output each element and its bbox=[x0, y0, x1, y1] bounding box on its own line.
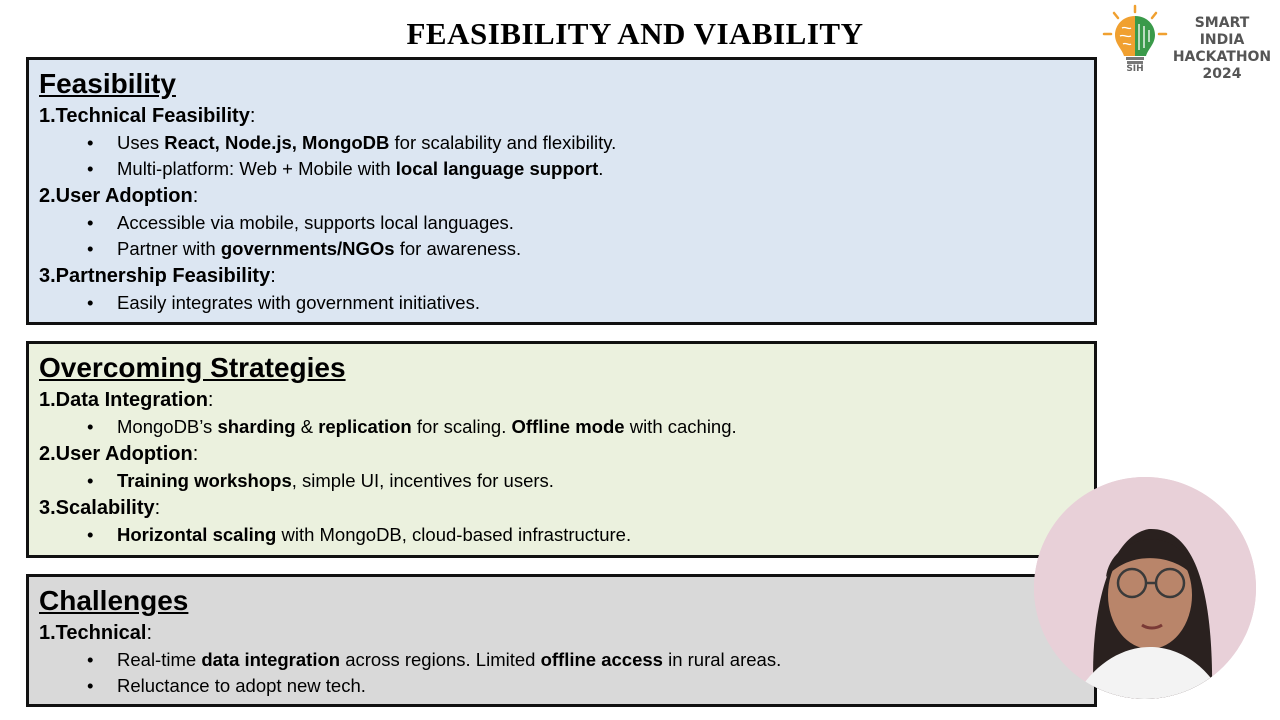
data-integration-heading bbox=[39, 386, 1084, 414]
partnership-feasibility-list bbox=[39, 290, 1084, 316]
section-label: 2.User Adoption bbox=[39, 443, 193, 465]
item-text: , simple UI, incentives for users. bbox=[291, 470, 554, 491]
technical-feasibility-list bbox=[39, 130, 1084, 182]
section-colon: : bbox=[146, 622, 153, 644]
item-bold: governments/NGOs bbox=[220, 238, 395, 259]
list-item bbox=[39, 468, 1084, 494]
item-text: . bbox=[598, 158, 604, 179]
logo-line-2: HACKATHON bbox=[1172, 49, 1272, 65]
item-text: Easily integrates with government initiatives. bbox=[117, 292, 480, 313]
section-label: 1.Technical bbox=[39, 622, 147, 644]
bullet: • bbox=[87, 675, 94, 696]
item-bold: replication bbox=[318, 416, 412, 437]
logo-badge: SIH bbox=[1126, 64, 1144, 74]
list-item bbox=[39, 156, 1084, 182]
section-label: 1.Technical Feasibility bbox=[39, 105, 250, 127]
item-text: for scaling. bbox=[411, 416, 512, 437]
technical-challenges-heading bbox=[39, 619, 1084, 647]
list-item bbox=[39, 236, 1084, 262]
feasibility-heading: Feasibility bbox=[39, 68, 176, 99]
section-colon: : bbox=[192, 185, 199, 207]
item-bold: local language support bbox=[395, 158, 599, 179]
item-text: Multi-platform: Web + Mobile with bbox=[117, 158, 396, 179]
user-adoption-strategy-list bbox=[39, 468, 1084, 494]
logo-line-1: SMART INDIA bbox=[1194, 15, 1250, 48]
section-colon: : bbox=[270, 265, 276, 287]
bullet: • bbox=[87, 649, 94, 670]
item-bold: data integration bbox=[201, 649, 341, 670]
section-label: 1.Data Integration bbox=[39, 389, 208, 411]
item-text: Uses bbox=[117, 132, 165, 153]
presenter-video bbox=[1034, 477, 1256, 699]
challenges-box bbox=[26, 574, 1097, 707]
logo-line-3: 2024 bbox=[1202, 66, 1242, 82]
item-text: across regions. Limited bbox=[340, 649, 541, 670]
scalability-list bbox=[39, 522, 1084, 548]
bullet: • bbox=[87, 132, 94, 153]
item-text: & bbox=[295, 416, 319, 437]
section-label: 3.Partnership Feasibility bbox=[39, 265, 271, 287]
list-item bbox=[39, 647, 1084, 673]
list-item bbox=[39, 290, 1084, 316]
item-bold: Horizontal scaling bbox=[117, 524, 277, 545]
bullet: • bbox=[87, 238, 94, 259]
item-text: Reluctance to adopt new tech. bbox=[117, 675, 366, 696]
item-bold: offline access bbox=[540, 649, 663, 670]
partnership-feasibility-heading bbox=[39, 262, 1084, 290]
item-text: MongoDB’s bbox=[117, 416, 218, 437]
user-adoption-heading bbox=[39, 182, 1084, 210]
strategies-heading: Overcoming Strategies bbox=[39, 352, 346, 383]
item-text: with caching. bbox=[624, 416, 737, 437]
list-item bbox=[39, 673, 1084, 699]
item-bold: React, Node.js, MongoDB bbox=[164, 132, 390, 153]
logo-text bbox=[1172, 15, 1272, 83]
section-label: 2.User Adoption bbox=[39, 185, 193, 207]
strategies-box bbox=[26, 341, 1097, 558]
item-text: with MongoDB, cloud-based infrastructure. bbox=[276, 524, 632, 545]
user-adoption-strategy-heading bbox=[39, 440, 1084, 468]
feasibility-box bbox=[26, 57, 1097, 325]
bullet: • bbox=[87, 470, 94, 491]
bullet: • bbox=[87, 524, 94, 545]
section-colon: : bbox=[192, 443, 199, 465]
sih-logo bbox=[1100, 4, 1272, 82]
item-text: Accessible via mobile, supports local languages. bbox=[117, 212, 514, 233]
section-colon: : bbox=[207, 389, 214, 411]
item-text: Partner with bbox=[117, 238, 221, 259]
item-bold: Training workshops bbox=[117, 470, 292, 491]
bullet: • bbox=[87, 416, 94, 437]
section-label: 3.Scalability bbox=[39, 497, 155, 519]
presenter-avatar bbox=[1034, 477, 1256, 699]
list-item bbox=[39, 130, 1084, 156]
page-title: FEASIBILITY AND VIABILITY bbox=[406, 16, 864, 51]
scalability-heading bbox=[39, 494, 1084, 522]
data-integration-list bbox=[39, 414, 1084, 440]
challenges-heading: Challenges bbox=[39, 585, 189, 616]
list-item bbox=[39, 522, 1084, 548]
section-colon: : bbox=[249, 105, 256, 127]
item-bold: sharding bbox=[217, 416, 296, 437]
item-text: in rural areas. bbox=[662, 649, 782, 670]
item-bold: Offline mode bbox=[511, 416, 625, 437]
item-text: Real-time bbox=[117, 649, 202, 670]
bullet: • bbox=[87, 292, 94, 313]
technical-challenges-list bbox=[39, 647, 1084, 699]
bullet: • bbox=[87, 212, 94, 233]
user-adoption-list bbox=[39, 210, 1084, 262]
list-item bbox=[39, 210, 1084, 236]
item-text: for awareness. bbox=[394, 238, 522, 259]
list-item bbox=[39, 414, 1084, 440]
item-text: for scalability and flexibility. bbox=[389, 132, 617, 153]
section-colon: : bbox=[154, 497, 161, 519]
bullet: • bbox=[87, 158, 94, 179]
technical-feasibility-heading bbox=[39, 102, 1084, 130]
